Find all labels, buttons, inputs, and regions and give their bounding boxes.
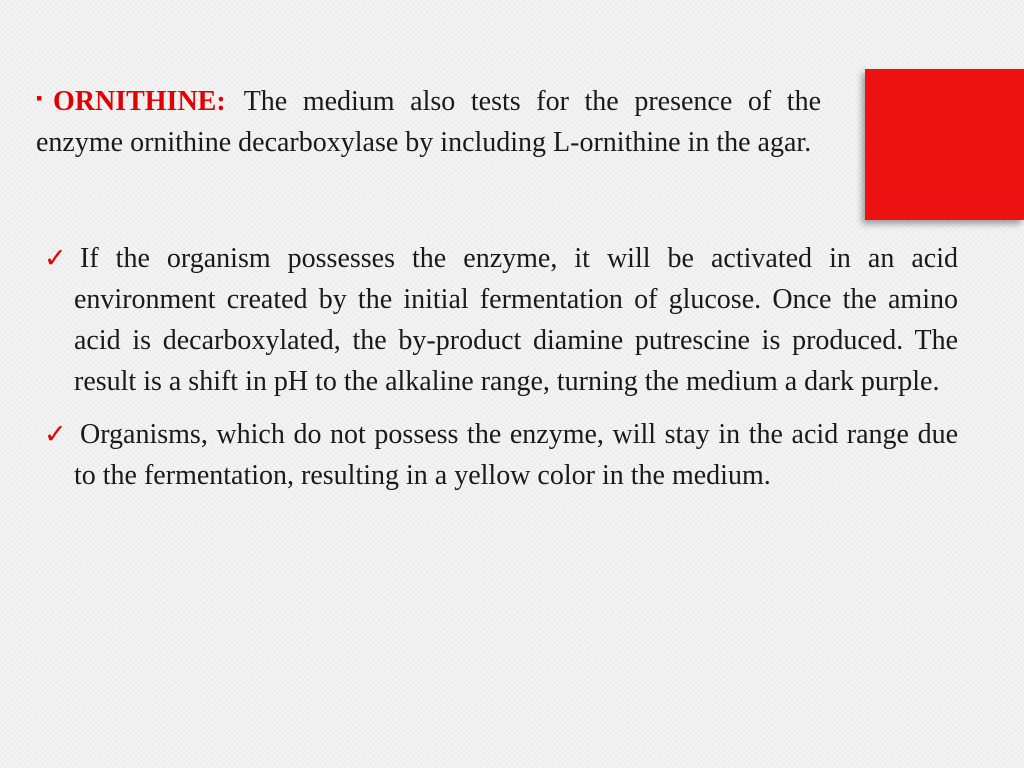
ornithine-paragraph bbox=[36, 78, 821, 163]
ornithine-keyword: ORNITHINE: bbox=[52, 86, 226, 117]
square-bullet-icon: ▪ bbox=[36, 88, 51, 108]
checklist-item-text: If the organism possesses the enzyme, it will be activated in an acid environment created by the initial fermentation of glucose. Once the amino acid is decarboxylated, the by-product diamine putrescine is produced. The result is a shift in pH to the alkaline range, turning the medium a dark purple. bbox=[74, 243, 958, 397]
checklist-item-text: Organisms, which do not possess the enzyme, will stay in the acid range due to the fermentation, resulting in a yellow color in the medium. bbox=[74, 419, 958, 491]
checklist bbox=[44, 238, 958, 508]
red-accent-block bbox=[865, 69, 1024, 220]
ornithine-description: The medium also tests for the presence of the enzyme ornithine decarboxylase by including L-ornithine in the agar. bbox=[36, 86, 821, 158]
checkmark-icon: ✓ bbox=[44, 419, 67, 450]
checkmark-icon: ✓ bbox=[44, 243, 67, 274]
checklist-item-enzyme-present bbox=[44, 238, 958, 402]
checklist-item-enzyme-absent bbox=[44, 414, 958, 496]
